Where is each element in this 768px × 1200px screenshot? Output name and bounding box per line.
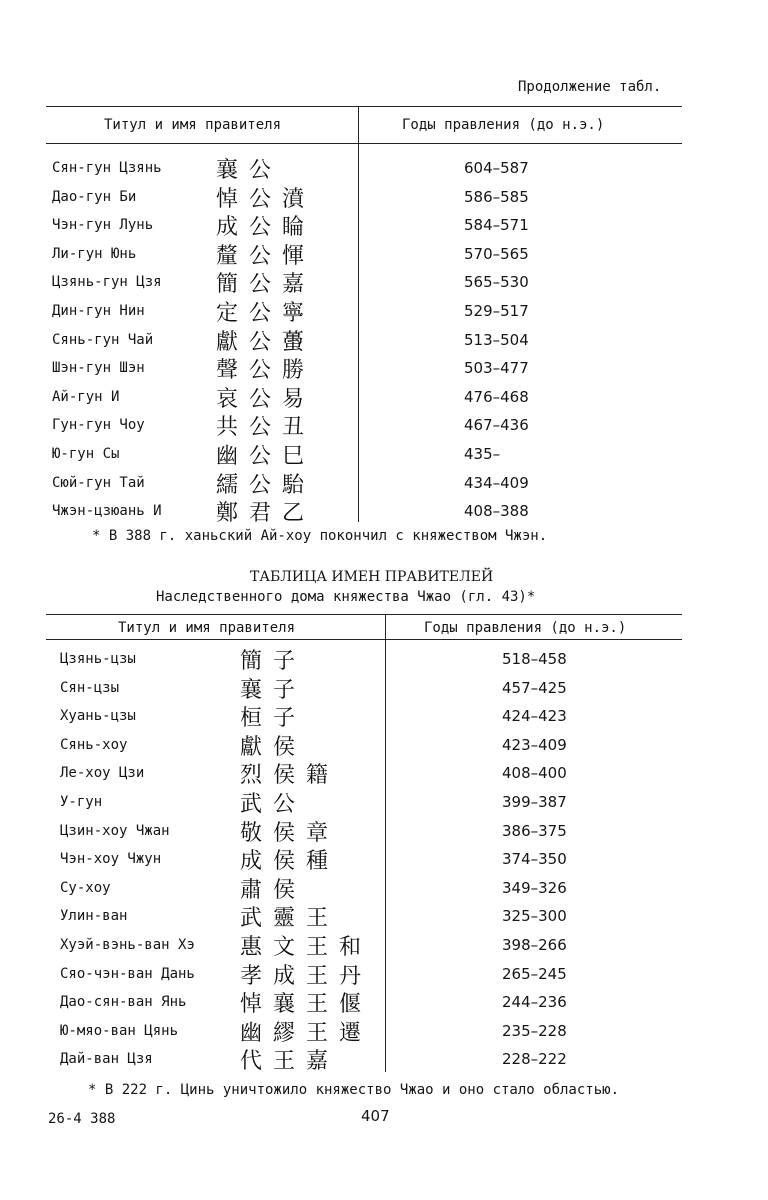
ruler-chinese-name: 幽 繆 王 遷: [240, 1020, 363, 1046]
ruler-chinese-name: 烈 侯 籍: [240, 763, 330, 789]
ruler-chinese-name: 悼 公 濆: [216, 186, 306, 212]
ruler-name: Чэн-гун Лунь: [52, 217, 154, 234]
ruler-chinese-name: 鄭 君 乙: [216, 501, 306, 527]
ruler-chinese-name: 襄 公: [216, 158, 273, 183]
ruler-name: Цзин-хоу Чжан: [60, 822, 170, 839]
ruler-name: Дин-гун Нин: [52, 303, 145, 319]
ruler-name: Улин-ван: [60, 908, 128, 925]
reign-years: 434–409: [464, 473, 529, 492]
ruler-name: Цзянь-гун Цзя: [52, 274, 162, 291]
ruler-chinese-name: 成 侯 種: [240, 849, 330, 875]
table1-row: [0, 411, 768, 440]
table2-row: [0, 988, 768, 1017]
table2-row: [0, 845, 768, 874]
ruler-chinese-name: 繻 公 駘: [216, 472, 306, 498]
table1-row: [0, 383, 768, 412]
reign-years: 399–387: [502, 793, 567, 811]
ruler-name: Сянь-гун Чай: [52, 331, 154, 348]
reign-years: 565–530: [464, 273, 529, 292]
ruler-chinese-name: 哀 公 易: [216, 386, 306, 412]
table1-row: [0, 240, 768, 269]
table2-row: [0, 759, 768, 788]
ruler-chinese-name: 武 靈 王: [240, 906, 330, 932]
ruler-name: Ай-гун И: [52, 388, 120, 405]
ruler-name: Дао-сян-ван Янь: [60, 994, 187, 1011]
ruler-name: Гун-гун Чоу: [52, 417, 145, 434]
ruler-chinese-name: 定 公 寧: [216, 301, 306, 326]
ruler-chinese-name: 幽 公 巳: [216, 444, 306, 469]
table2-row: [0, 731, 768, 760]
reign-years: 513–504: [464, 330, 529, 349]
table1-row: [0, 297, 768, 326]
reign-years: 228–222: [502, 1050, 567, 1069]
ruler-name: Чэн-хоу Чжун: [60, 851, 162, 868]
ruler-name: Сяо-чэн-ван Дань: [60, 965, 195, 982]
table2-row: [0, 817, 768, 846]
ruler-chinese-name: 共 公 丑: [216, 415, 306, 441]
table1-row: [0, 497, 768, 526]
reign-years: 374–350: [502, 850, 567, 869]
reign-years: 349–326: [502, 878, 567, 897]
reign-years: 457–425: [502, 678, 567, 697]
table1-row: [0, 354, 768, 383]
table2-row: [0, 788, 768, 817]
ruler-name: Сюй-гун Тай: [52, 474, 145, 491]
ruler-name: Дай-ван Цзя: [60, 1051, 153, 1068]
table2-footnote: * В 222 г. Цинь уничтожило княжество Чжао и оно стало областью.: [88, 1082, 620, 1098]
ruler-name: Цзянь-цзы: [60, 651, 136, 667]
ruler-chinese-name: 襄 子: [240, 677, 297, 703]
ruler-name: Чжэн-цзюань И: [52, 503, 162, 520]
table2-row: [0, 902, 768, 931]
ruler-name: Сян-гун Цзянь: [52, 160, 162, 176]
table1-row: [0, 211, 768, 240]
table1-row: [0, 268, 768, 297]
ruler-chinese-name: 代 王 嘉: [240, 1049, 330, 1075]
table1-header-years: Годы правления (до н.э.): [402, 117, 605, 133]
table1-footnote: * В 388 г. ханьский Ай-хоу покончил с княжеством Чжэн.: [92, 528, 548, 544]
ruler-chinese-name: 成 公 睔: [216, 215, 306, 241]
table1-row: [0, 440, 768, 469]
ruler-chinese-name: 肅 侯: [240, 877, 297, 903]
reign-years: 265–245: [502, 964, 567, 983]
ruler-chinese-name: 悼 襄 王 偃: [240, 992, 363, 1018]
table2-row: [0, 874, 768, 903]
ruler-name: У-гун: [60, 794, 103, 810]
ruler-chinese-name: 桓 子: [240, 706, 297, 732]
ruler-chinese-name: 簡 公 嘉: [216, 272, 306, 298]
reign-years: 435–: [464, 445, 501, 463]
reign-years: 584–571: [464, 216, 529, 235]
table2-top-rule: [46, 614, 682, 615]
reign-years: 586–585: [464, 187, 529, 206]
reign-years: 325–300: [502, 907, 567, 926]
reign-years: 244–236: [502, 993, 567, 1012]
ruler-chinese-name: 惠 文 王 和: [240, 935, 363, 960]
ruler-name: Ю-мяо-ван Цянь: [60, 1022, 179, 1039]
table1-row: [0, 154, 768, 183]
table2-row: [0, 702, 768, 731]
reign-years: 398–266: [502, 936, 567, 954]
ruler-name: Хуэй-вэнь-ван Хэ: [60, 937, 195, 953]
ruler-chinese-name: 釐 公 惲: [216, 243, 306, 269]
reign-years: 424–423: [502, 707, 567, 726]
table1-header-name: Титул и имя правителя: [104, 117, 282, 133]
reign-years: 235–228: [502, 1021, 567, 1040]
table2-header-years: Годы правления (до н.э.): [424, 620, 627, 636]
reign-years: 503–477: [464, 359, 529, 378]
reign-years: 467–436: [464, 416, 529, 435]
ruler-chinese-name: 獻 公 蠆: [216, 329, 306, 355]
ruler-name: Хуань-цзы: [60, 708, 136, 725]
table2-header-name: Титул и имя правителя: [118, 620, 296, 636]
reign-years: 408–400: [502, 764, 567, 783]
ruler-chinese-name: 孝 成 王 丹: [240, 963, 363, 989]
table2-row: [0, 931, 768, 960]
ruler-name: Дао-гун Би: [52, 188, 137, 205]
table2-row: [0, 960, 768, 989]
table2-row: [0, 1045, 768, 1074]
ruler-name: Ле-хоу Цзи: [60, 765, 145, 782]
table2-row: [0, 645, 768, 674]
table2-title: ТАБЛИЦА ИМЕН ПРАВИТЕЛЕЙ: [250, 569, 494, 585]
reign-years: 423–409: [502, 735, 567, 754]
ruler-name: Сян-цзы: [60, 679, 120, 696]
continuation-note: Продолжение табл.: [518, 79, 662, 95]
ruler-name: Сянь-хоу: [60, 736, 128, 753]
ruler-chinese-name: 武 公: [240, 792, 297, 817]
table2-header-rule: [46, 639, 682, 640]
ruler-name: Су-хоу: [60, 879, 111, 896]
table1-row: [0, 326, 768, 355]
ruler-chinese-name: 敬 侯 章: [240, 820, 330, 846]
footer-signature: 26-4 388: [48, 1111, 116, 1127]
reign-years: 386–375: [502, 821, 567, 840]
table2-row: [0, 1017, 768, 1046]
ruler-chinese-name: 簡 子: [240, 649, 297, 674]
reign-years: 518–458: [502, 650, 567, 668]
reign-years: 529–517: [464, 302, 529, 320]
ruler-chinese-name: 聲 公 勝: [216, 358, 306, 384]
ruler-name: Шэн-гун Шэн: [52, 360, 145, 377]
ruler-chinese-name: 獻 侯: [240, 734, 297, 760]
ruler-name: Ю-гун Сы: [52, 446, 120, 462]
table2-subtitle: Наследственного дома княжества Чжао (гл. 43)*: [156, 589, 536, 605]
table2-row: [0, 674, 768, 703]
reign-years: 604–587: [464, 159, 529, 177]
table1-row: [0, 183, 768, 212]
table1-top-rule: [46, 106, 682, 107]
ruler-name: Ли-гун Юнь: [52, 245, 137, 262]
reign-years: 476–468: [464, 387, 529, 406]
table1-header-rule: [46, 143, 682, 144]
reign-years: 408–388: [464, 502, 529, 521]
table1-row: [0, 469, 768, 498]
reign-years: 570–565: [464, 244, 529, 263]
page-number: 407: [361, 1107, 390, 1125]
